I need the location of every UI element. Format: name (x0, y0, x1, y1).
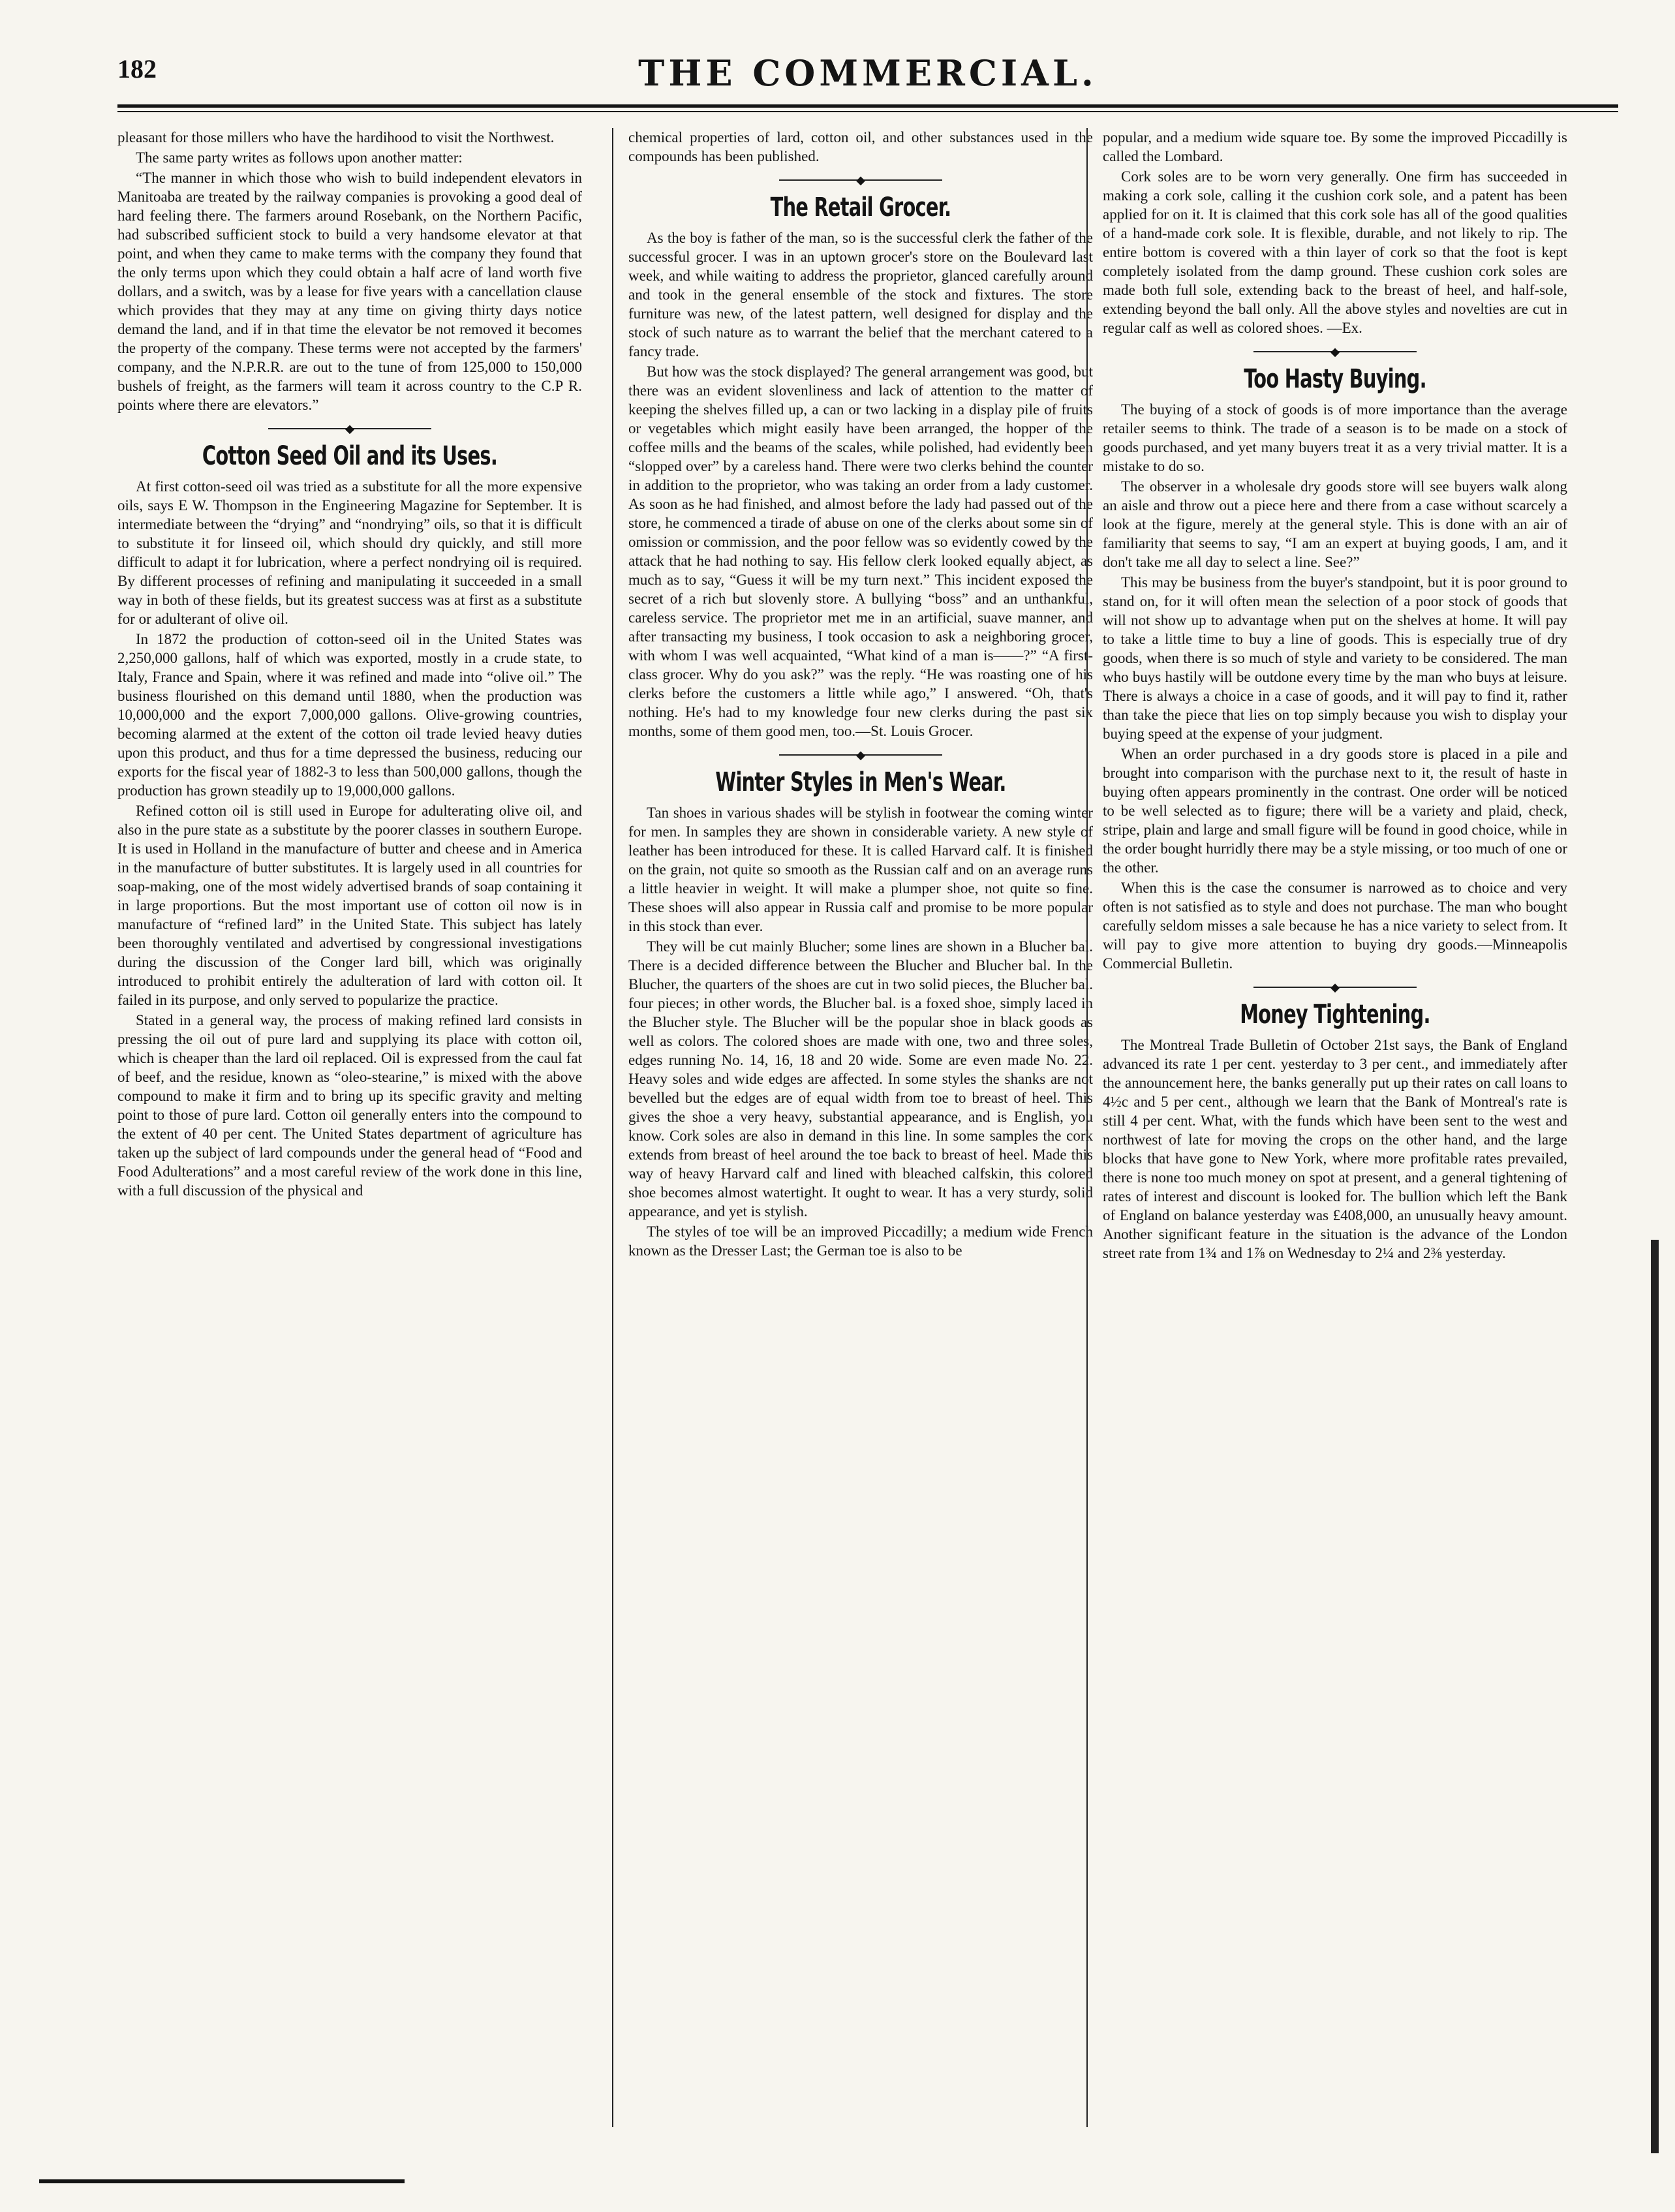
article-paragraph: When an order purchased in a dry goods store is placed in a pile and brought into comparison with the purchase next to it, the result of haste in buying often appears prominently in the contrast. One order will be noticed to be well selected as to figure; there will be a variety and plaid, check, stripe, plain and large and small figure will be found in good choice, while in the order bought hurridly there may be a style missing, or too much of one or the other. (1103, 746, 1567, 876)
section-divider (779, 172, 942, 188)
column-divider (1086, 128, 1088, 2127)
article-paragraph: At first cotton-seed oil was tried as a substitute for all the more expensive oils, says E W. Thompson in the Engineering Magazine for September. It is intermediate between the “drying” and “nondrying” oils, so that it is difficult to substitute it for linseed oil, which should dry quickly, and still more difficult to adapt it for lubrication, where a perfect nondrying oil is required. By different processes of refining and manipulating it succeeded in a small way in both of these fields, but its greatest success was at first as a substitute for or adulterant of olive oil. (117, 478, 582, 627)
section-divider (779, 747, 942, 763)
masthead-title: THE COMMERCIAL. (638, 52, 1098, 94)
column-3 (1103, 128, 1567, 2127)
article-paragraph: But how was the stock displayed? The general arrangement was good, but there was an evident slovenliness and lack of attention to the matter of keeping the shelves filled up, a can or two lacking in a display pile of fruits or vegetables which might easily have been arranged, the hopper of the coffee mills and the beams of the scales, while polished, had evidently been “slopped over” by a careless hand. There were two clerks behind the counter in addition to the proprietor, who was taking an order from a lady customer. As soon as he had finished, and almost before the lady had passed out of the store, he commenced a tirade of abuse on one of the clerks about some sin of omission or commission, and the poor fellow was so evidently cowed by the attack that he had nothing to say. His fellow clerk looked equally abject, as much as to say, “Guess it will be my turn next.” This incident exposed the secret of a rich but slovenly store. A bullying “boss” and an unthankful, careless service. The proprietor met me in an artificial, suave manner, and after transacting my business, I took occasion to ask a neighboring grocer, with whom I was well acquainted, “What kind of a man is——?” “A first-class grocer. Why do you ask?” was the reply. “He was roasting one of his clerks before the customers a little while ago,” I answered. “Oh, that's nothing. He's had to my knowledge four new clerks during the past six months, some of them good men, too.—St. Louis Grocer. (628, 363, 1093, 739)
page-number: 182 (117, 54, 157, 84)
article-paragraph: The observer in a wholesale dry goods store will see buyers walk along an aisle and throw out a piece here and there from a case without scarcely a look at the figure, merely at the general style. This is done with an air of familiarity that seems to say, “I am an expert at buying goods, I am, and it don't take me all day to select a line. See?” (1103, 478, 1567, 570)
article-paragraph: As the boy is father of the man, so is the successful clerk the father of the successful grocer. I was in an uptown grocer's store on the Boulevard last week, and while waiting to address the proprietor, glanced carefully around and took in the general ensemble of the stock and fixtures. The store furniture was new, of the latest pattern, well designed for display and the stock of such nature as to warrant the belief that the merchant catered to a fancy trade. (628, 230, 1093, 360)
footer-rule (39, 2179, 405, 2183)
article-paragraph: The buying of a stock of goods is of more importance than the average retailer seems to think. The trade of a season is to be made on a stock of goods purchased, and yet many buyers treat it as a very trivial matter. It is a mistake to do so. (1103, 401, 1567, 474)
article-paragraph: Cork soles are to be worn very generally. One firm has succeeded in making a cork sole, calling it the cushion cork sole, and a patent has been applied for on it. It is claimed that this cork sole has all of the good qualities of a hand-made cork sole. It is flexible, durable, and not likely to rip. The entire bottom is covered with a thin layer of cork so that the foot is kept completely isolated from the damp ground. These cushion cork soles are made both full sole, extending back to the breast of heel, and half-sole, extending beyond the ball only. All the above styles and novelties are cut in regular calf as well as colored shoes. —Ex. (1103, 168, 1567, 336)
article-headline: The Retail Grocer. (770, 192, 951, 223)
column-1 (117, 128, 582, 2127)
article-paragraph: The styles of toe will be an improved Piccadilly; a medium wide French known as the Dresser Last; the German toe is also to be (628, 1223, 1093, 1259)
section-divider (1253, 344, 1417, 360)
article-paragraph: In 1872 the production of cotton-seed oil in the United States was 2,250,000 gallons, half of which was exported, mostly in a crude state, to Italy, France and Spain, where it was refined and made into “olive oil.” The business flourished on this demand until 1880, when the production was 10,000,000 and the export 7,000,000 gallons. Olive-growing countries, becoming alarmed at the extent of the cotton oil trade levied heavy duties upon this product, and thus for a time depressed the business, reducing our exports for the fiscal year of 1882-3 to less than 500,000 gallons, though the production has grown steadily up to 19,000,000 gallons. (117, 631, 582, 799)
article-paragraph: “The manner in which those who wish to build independent elevators in Manitoaba are treated by the railway companies is provoking a good deal of hard feeling there. The farmers around Rosebank, on the Northern Pacific, had subscribed sufficient stock to build a very handsome elevator at that point, and when they came to make terms with the company they found that the only terms upon which they could obtain a half acre of land worth five dollars, and a switch, was by a lease for five years with a cancellation clause which provides that they may at any time on giving thirty days notice demand the land, and if in that time the elevator be not removed it becomes the property of the company. These terms were not accepted by the farmers' company, and the N.P.R.R. are out to the tune of from 125,000 to 150,000 bushels of freight, as the farmers will team it across country to the C.P R. points where there are elevators.” (117, 170, 582, 413)
article-headline: Cotton Seed Oil and its Uses. (202, 441, 498, 471)
section-divider (1253, 979, 1417, 995)
article-paragraph: pleasant for those millers who have the hardihood to visit the Northwest. (117, 129, 555, 146)
article-paragraph: This may be business from the buyer's standpoint, but it is poor ground to stand on, for it will often mean the selection of a poor stock of goods that will not show up to advantage when put on the shelves at home. It will pay to take a little time to buy a line of goods. This is especially true of dry goods, when there is so much of style and variety to be considered. The man who buys hastily will be outdone every time by the man who buys at leisure. There is always a choice in a case of goods, and it will pay to find it, rather than take the piece that lies on top simply because you wish to display your buying speed at the expense of your judgment. (1103, 574, 1567, 742)
article-headline: Too Hasty Buying. (1244, 364, 1426, 394)
section-divider (268, 421, 431, 437)
article-paragraph: Refined cotton oil is still used in Europe for adulterating olive oil, and also in the pure state as a substitute by the poorer classes in southern Europe. It is used in Holland in the manufacture of butter and cheese and in America in the manufacture of butter substitutes. It is largely used in all countries for soap-making, one of the most widely advertised brands of soap containing it in large proportions. But the most important use of cotton oil now is in manufacture of “refined lard” in the United State. This subject has lately been thoroughly ventilated and advertised by congressional investigations during the discussion of the Conger lard bill, which was originally introduced to prohibit entirely the adulteration of lard with cotton oil. It failed in its purpose, and only served to popularize the practice. (117, 803, 582, 1008)
article-headline: Money Tightening. (1240, 1000, 1430, 1030)
article-paragraph: chemical properties of lard, cotton oil, and other substances used in the compounds has been published. (628, 129, 1093, 164)
column-divider (612, 128, 613, 2127)
article-headline: Winter Styles in Men's Wear. (715, 767, 1006, 797)
article-paragraph: They will be cut mainly Blucher; some lines are shown in a Blucher bal. There is a decided difference between the Blucher and Blucher bal. In the Blucher, the quarters of the shoes are cut in two solid pieces, the Blucher bal. four pieces; in other words, the Blucher bal. is a foxed shoe, simply laced in the Blucher style. The Blucher will be the popular shoe in black goods as well as colors. The colored shoes are made with one, two and three soles, edges running No. 14, 16, 18 and 20 wide. Some are even made No. 22. Heavy soles and wide edges are affected. In some styles the shanks are not bevelled but the edges are of equal width from toe to breast of heel. This gives the shoe a very heavy, substantial appearance, and is English, you know. Cork soles are also in demand in this line. In some samples the cork extends from breast of heel around the toe back to breast of heel. Made this way of heavy Harvard calf and lined with bleached calfskin, this colored shoe becomes almost watertight. It ought to wear. It has a very sturdy, solid appearance, and yet is stylish. (628, 938, 1093, 1220)
page-header (117, 54, 1618, 99)
header-rule-thin (117, 111, 1618, 112)
article-paragraph: popular, and a medium wide square toe. By some the improved Piccadilly is called the Lombard. (1103, 129, 1567, 164)
article-paragraph: The Montreal Trade Bulletin of October 21st says, the Bank of England advanced its rate 1 per cent. yesterday to 3 per cent., and immediately after the announcement here, the banks generally put up their rates on call loans to 4½c and 5 per cent., although we learn that the Bank of Montreal's rate is still 4 per cent. What, with the funds which have been sent to the west and northwest of late for moving the crops on the other hand, and the large blocks that have gone to New York, where more profitable rates prevailed, there is none too much money on spot at present, and a general tightening of rates of interest and discount is looked for. The bullion which left the Bank of England on balance yesterday was £408,000, an unusually heavy amount. Another significant feature in the situation is the advance of the London street rate from 1¾ and 1⅞ on Wednesday to 2¼ and 2⅜ yesterday. (1103, 1037, 1567, 1261)
article-paragraph: Tan shoes in various shades will be stylish in footwear the coming winter for men. In samples they are shown in considerable variety. A new style of leather has been introduced for these. It is called Harvard calf. It is finished on the grain, not quite so smooth as the Russian calf and on an average runs a little heavier in weight. It will make a plumper shoe, not quite so fine. These shoes will also appear in Russia calf and promise to be more popular in this stock than ever. (628, 805, 1093, 934)
article-paragraph: Stated in a general way, the process of making refined lard consists in pressing the oil out of pure lard and supplying its place with cotton oil, which is cheaper than the lard oil replaced. Oil is expressed from the caul fat of beef, and the residue, known as “oleo-stearine,” is mixed with the above compound to make it firm and to bring up its specific gravity and melting point to those of pure lard. Cotton oil generally enters into the compound to the extent of 40 per cent. The United States department of agriculture has taken up the subject of lard compounds under the general head of “Food and Food Adulterations” and a most careful review of the work done in this line, with a full discussion of the physical and (117, 1012, 582, 1199)
article-paragraph: The same party writes as follows upon another matter: (136, 149, 463, 166)
page-edge-shadow (1651, 1240, 1659, 2153)
column-2 (628, 128, 1093, 2127)
article-paragraph: When this is the case the consumer is narrowed as to choice and very often is not satisfied as to style and does not purchase. The man who bought carefully seldom misses a sale because he has a nice variety to select from. It will pay to give more attention to buying dry goods.—Minneapolis Commercial Bulletin. (1103, 880, 1567, 972)
header-rule (117, 104, 1618, 108)
